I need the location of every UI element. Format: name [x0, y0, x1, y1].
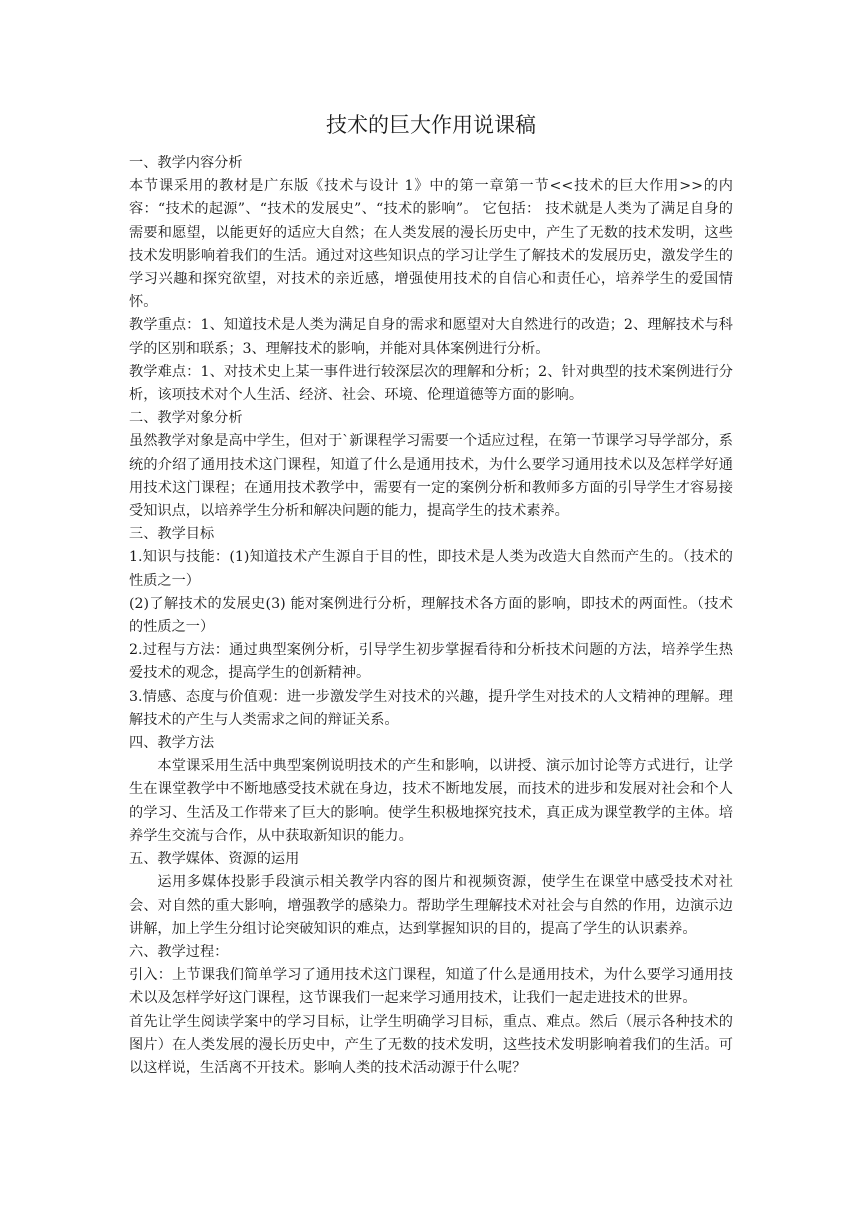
- section-heading: 六、教学过程：: [129, 943, 229, 960]
- section-heading: 二、教学对象分析: [129, 410, 243, 427]
- paragraph: 2.过程与方法：通过典型案例分析，引导学生初步掌握看待和分析技术问题的方法，培养学生热爱技术的观念，提高学生的创新精神。: [129, 642, 733, 682]
- paragraph: 1.知识与技能：(1)知道技术产生源自于目的性，即技术是人类为改造大自然而产生的。（技术的性质之一）: [129, 549, 733, 589]
- document-page: [129, 110, 733, 1080]
- section-heading: 五、教学媒体、资源的运用: [129, 851, 300, 868]
- paragraph: (2)了解技术的发展史(3) 能对案例进行分析，理解技术各方面的影响，即技术的两面性。（技术的性质之一）: [129, 595, 733, 636]
- paragraph: 本堂课采用生活中典型案例说明技术的产生和影响，以讲授、演示加讨论等方式进行，让学生在课堂教学中不断地感受技术就在身边，技术不断地发展，而技术的进步和发展对社会和个人的学习、生活及工作带来了巨大的影响。使学生积极地探究技术，真正成为课堂教学的主体。培养学生交流与合作，从中获取新知识的能力。: [129, 758, 733, 844]
- paragraph: 本节课采用的教材是广东版《技术与设计 1》中的第一章第一节<<技术的巨大作用>>的内容：“技术的起源”、“技术的发展史”、“技术的影响”。 它包括： 技术就是人类为了满足自身的需要和愿望，以能更好的适应大自然；在人类发展的漫长历史中，产生了无数的技术发明，这些技术发明影响着我们的生活。通过对这些知识点的学习让学生了解技术的发展历史，激发学生的学习兴趣和探究欲望，对技术的亲近感，增强使用技术的自信心和责任心，培养学生的爱国情怀。: [129, 178, 733, 311]
- paragraph: 运用多媒体投影手段演示相关教学内容的图片和视频资源，使学生在课堂中感受技术对社会、对自然的重大影响，增强教学的感染力。帮助学生理解技术对社会与自然的作用，边演示边讲解，加上学生分组讨论突破知识的难点，达到掌握知识的目的，提高了学生的认识素养。: [129, 874, 733, 937]
- paragraph: 教学难点：1、对技术史上某一事件进行较深层次的理解和分析；2、针对典型的技术案例进行分析，该项技术对个人生活、经济、社会、环境、伦理道德等方面的影响。: [129, 363, 733, 404]
- paragraph: 首先让学生阅读学案中的学习目标，让学生明确学习目标，重点、难点。然后（展示各种技术的图片）在人类发展的漫长历史中，产生了无数的技术发明，这些技术发明影响着我们的生活。可以这样说，生活离不开技术。影响人类的技术活动源于什么呢？: [129, 1013, 733, 1076]
- section-heading: 三、教学目标: [129, 526, 215, 543]
- section-heading: 四、教学方法: [129, 735, 215, 752]
- paragraph: 虽然教学对象是高中学生，但对于`新课程学习需要一个适应过程，在第一节课学习导学部分，系统的介绍了通用技术这门课程，知道了什么是通用技术，为什么要学习通用技术以及怎样学好通用技术这门课程；在通用技术教学中，需要有一定的案例分析和教师多方面的引导学生才容易接受知识点，以培养学生分析和解决问题的能力，提高学生的技术素养。: [129, 433, 733, 520]
- paragraph: 引入：上节课我们简单学习了通用技术这门课程，知道了什么是通用技术，为什么要学习通用技术以及怎样学好这门课程，这节课我们一起来学习通用技术，让我们一起走进技术的世界。: [129, 967, 733, 1007]
- section-heading: 一、教学内容分析: [129, 155, 243, 171]
- paragraph: 教学重点：1、知道技术是人类为满足自身的需求和愿望对大自然进行的改造；2、理解技术与科学的区别和联系；3、理解技术的影响，并能对具体案例进行分析。: [129, 317, 733, 357]
- paragraph: 3.情感、态度与价值观：进一步激发学生对技术的兴趣，提升学生对技术的人文精神的理解。理解技术的产生与人类需求之间的辩证关系。: [129, 688, 733, 728]
- document-title: 技术的巨大作用说课稿: [326, 113, 536, 137]
